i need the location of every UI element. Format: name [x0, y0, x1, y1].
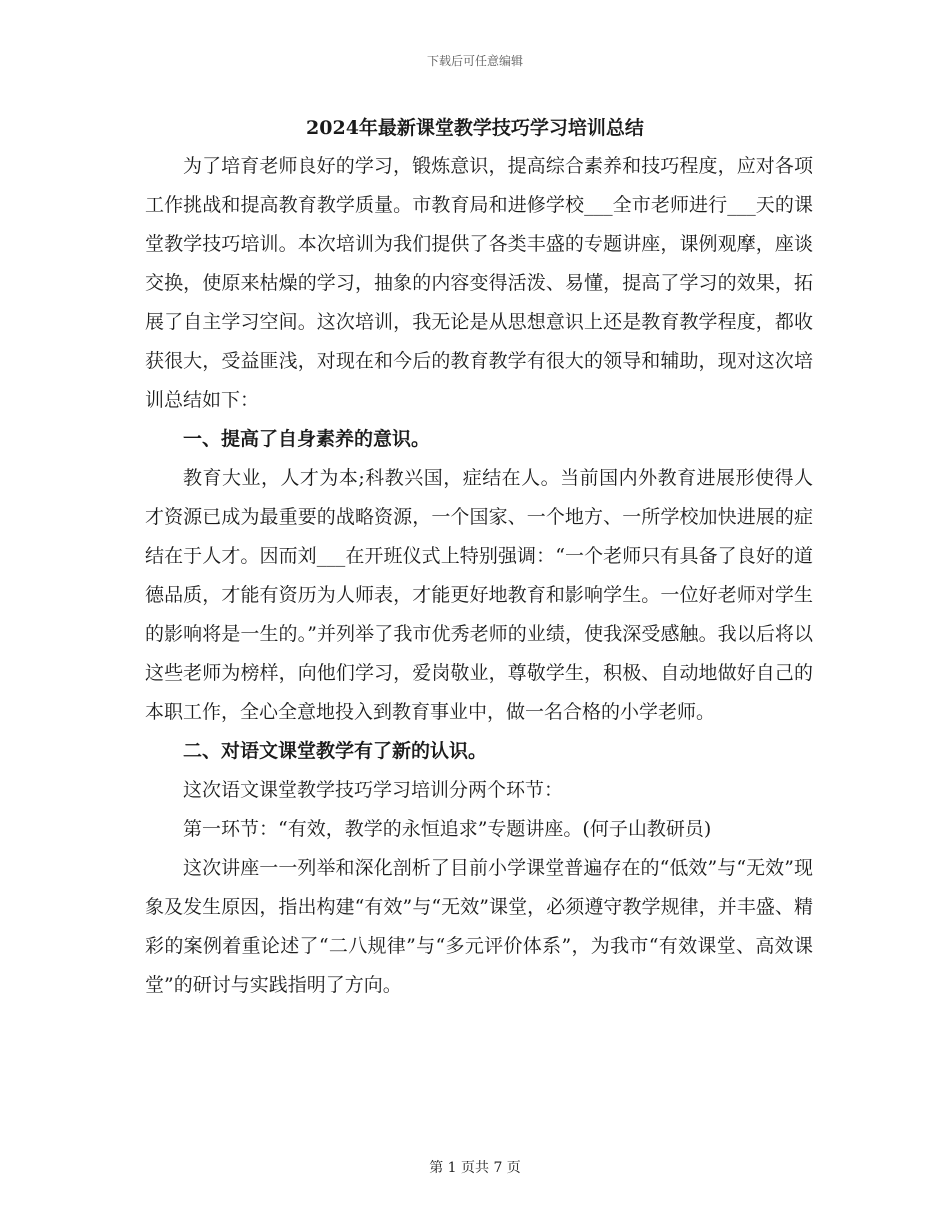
lecture-paragraph: 这次讲座一一列举和深化剖析了目前小学课堂普遍存在的“低效”与“无效”现象及发生原因，指出构建“有效”与“无效”课堂，必须遵守教学规律，并丰盛、精彩的案例着重论述了“二八规律”与“多元评价体系”，为我市“有效课堂、高效课堂”的研讨与实践指明了方向。	[145, 857, 813, 996]
intro-paragraph: 为了培育老师良好的学习，锻炼意识，提高综合素养和技巧程度，应对各项工作挑战和提高教育教学质量。市教育局和进修学校___全市老师进行___天的课堂教学技巧培训。本次培训为我们提供了各类丰盛的专题讲座，课例观摩，座谈交换，使原来枯燥的学习，抽象的内容变得活泼、易懂，提高了学习的效果，拓展了自主学习空间。这次培训，我无论是从思想意识上还是教育教学程度，都收获很大，受益匪浅，对现在和今后的教育教学有很大的领导和辅助，现对这次培训总结如下：	[145, 155, 813, 411]
page-footer: 第 1 页共 7 页	[429, 1160, 521, 1176]
document-title: 2024年最新课堂教学技巧学习培训总结	[306, 117, 644, 139]
section-1-paragraph: 教育大业，人才为本;科教兴国，症结在人。当前国内外教育进展形使得人才资源已成为最重要的战略资源，一个国家、一个地方、一所学校加快进展的症结在于人才。因而刘___在开班仪式上特别强调：“一个老师只有具备了良好的道德品质，才能有资历为人师表，才能更好地教育和影响学生。一位好老师对学生的影响将是一生的。”并列举了我市优秀老师的业绩，使我深受感触。我以后将以这些老师为榜样，向他们学习，爱岗敬业，尊敬学生，积极、自动地做好自己的本职工作，全心全意地投入到教育事业中，做一名合格的小学老师。	[145, 467, 813, 723]
first-stage-paragraph: 第一环节：“有效，教学的永恒追求”专题讲座。(何子山教研员)	[183, 818, 712, 840]
section-heading-1: 一、提高了自身素养的意识。	[183, 428, 431, 450]
header-note: 下载后可任意编辑	[426, 54, 523, 68]
section-heading-2: 二、对语文课堂教学有了新的认识。	[183, 740, 488, 762]
document-body	[145, 147, 813, 1005]
section-2-paragraph: 这次语文课堂教学技巧学习培训分两个环节：	[183, 779, 564, 801]
